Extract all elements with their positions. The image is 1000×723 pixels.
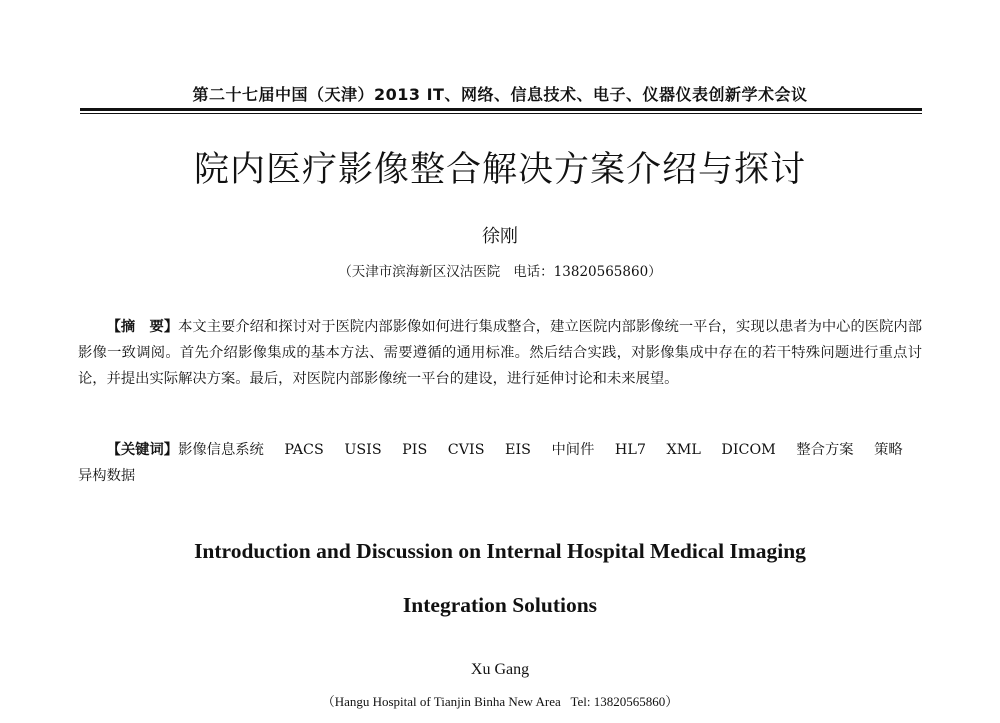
english-author: Xu Gang bbox=[470, 661, 530, 678]
english-phone: Tel: 13820565860） bbox=[570, 694, 679, 709]
keyword: HL7 bbox=[614, 442, 646, 458]
abstract-label: 【摘 要】 bbox=[106, 319, 179, 335]
keyword: DICOM bbox=[721, 442, 776, 458]
keyword: USIS bbox=[344, 442, 382, 458]
keyword: CVIS bbox=[447, 442, 485, 458]
keywords-label: 【关键词】 bbox=[106, 442, 179, 458]
paper-title: 院内医疗影像整合解决方案介绍与探讨 bbox=[193, 150, 806, 190]
keyword: 中间件 bbox=[551, 442, 595, 458]
keywords bbox=[78, 437, 922, 489]
keyword: 整合方案 bbox=[796, 442, 854, 458]
english-title-line1: Introduction and Discussion on Internal Hospital Medical Imaging bbox=[194, 539, 806, 563]
header-rule-thin bbox=[80, 113, 922, 114]
paper-phone: 电话：13820565860） bbox=[513, 264, 662, 280]
conference-header: 第二十七届中国（天津）2013 IT、网络、信息技术、电子、仪器仪表创新学术会议 bbox=[192, 85, 808, 104]
paper-affiliation: （天津市滨海新区汉沽医院 bbox=[338, 264, 501, 280]
english-title-line2: Integration Solutions bbox=[402, 593, 598, 617]
paper-affiliation-line bbox=[0, 260, 1000, 280]
english-affiliation-line bbox=[0, 691, 1000, 710]
keyword: 策略 bbox=[874, 442, 903, 458]
keyword: PIS bbox=[402, 442, 428, 458]
header-rule-thick bbox=[80, 108, 922, 111]
abstract bbox=[78, 314, 922, 392]
keyword: PACS bbox=[284, 442, 324, 458]
paper-author: 徐刚 bbox=[482, 226, 518, 247]
keyword: EIS bbox=[505, 442, 531, 458]
keyword: 异构数据 bbox=[78, 468, 136, 484]
english-affiliation: （Hangu Hospital of Tianjin Binha New Area bbox=[321, 694, 561, 709]
abstract-text: 本文主要介绍和探讨对于医院内部影像如何进行集成整合，建立医院内部影像统一平台，实现以患者为中心的医院内部影像一致调阅。首先介绍影像集成的基本方法、需要遵循的通用标准。然后结合实践，对影像集成中存在的若干特殊问题进行重点讨论，并提出实际解决方案。最后，对医院内部影像统一平台的建设，进行延伸讨论和未来展望。 bbox=[78, 319, 922, 387]
keyword: XML bbox=[666, 442, 701, 458]
keyword: 影像信息系统 bbox=[178, 442, 264, 458]
